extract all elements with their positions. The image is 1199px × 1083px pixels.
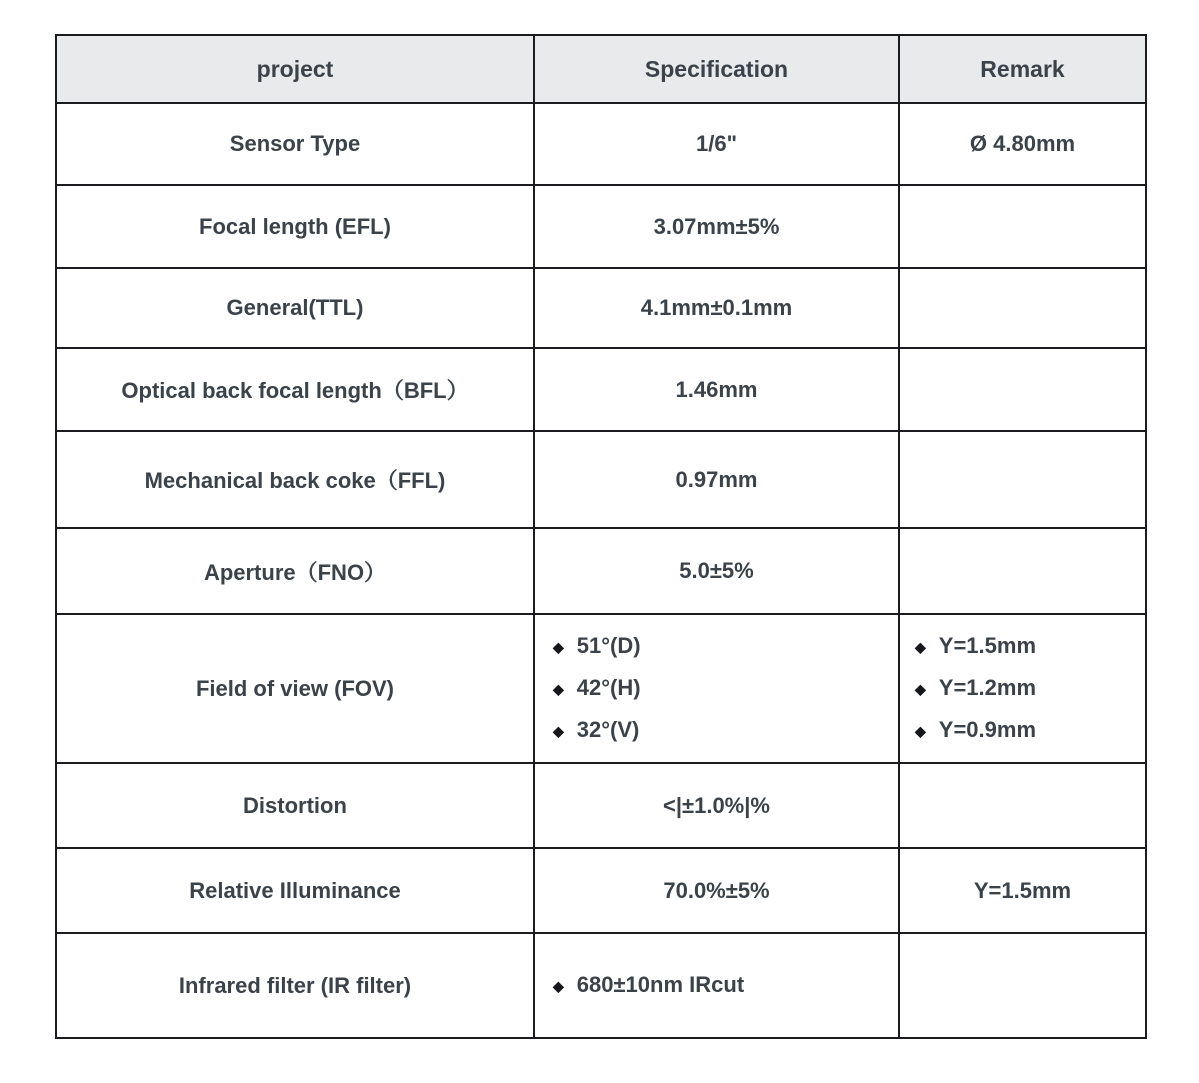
- spec-item: [535, 668, 898, 710]
- remark-item: [900, 668, 1145, 710]
- spec-item-text: 32°(V): [576, 716, 640, 742]
- spec-item-text: 42°(H): [576, 674, 641, 700]
- spec-cell: 1.46mm: [534, 348, 899, 431]
- spec-cell: 70.0%±5%: [534, 848, 899, 933]
- project-cell: Aperture（FNO）: [56, 528, 534, 614]
- remark-cell: [899, 528, 1146, 614]
- table-row-aperture-fno: [56, 528, 1146, 614]
- spec-item-text: 51°(D): [576, 632, 641, 658]
- spec-cell: 0.97mm: [534, 431, 899, 528]
- header-remark: Remark: [899, 35, 1146, 103]
- diamond-bullet-icon: ◆: [553, 638, 564, 655]
- remark-cell: [899, 185, 1146, 268]
- table-row-focal-length: [56, 185, 1146, 268]
- project-cell: Sensor Type: [56, 103, 534, 185]
- lens-specification-table: [55, 34, 1147, 1039]
- diamond-bullet-icon: ◆: [915, 638, 926, 655]
- diamond-bullet-icon: ◆: [915, 722, 926, 739]
- header-project: project: [56, 35, 534, 103]
- remark-item: [900, 710, 1145, 752]
- remark-cell: [899, 933, 1146, 1038]
- spec-cell: 3.07mm±5%: [534, 185, 899, 268]
- remark-cell: [899, 614, 1146, 763]
- diamond-bullet-icon: ◆: [553, 977, 564, 994]
- remark-item-text: Y=1.2mm: [938, 674, 1037, 700]
- table-row-sensor-type: [56, 103, 1146, 185]
- project-cell: Mechanical back coke（FFL): [56, 431, 534, 528]
- spec-item: [535, 626, 898, 668]
- spec-cell: [534, 614, 899, 763]
- remark-item: [900, 626, 1145, 668]
- spec-item: [535, 710, 898, 752]
- remark-cell: [899, 268, 1146, 348]
- table-row-relative-illuminance: [56, 848, 1146, 933]
- table-row-distortion: [56, 763, 1146, 848]
- spec-cell: <|±1.0%|%: [534, 763, 899, 848]
- table-row-general-ttl: [56, 268, 1146, 348]
- remark-cell: [899, 348, 1146, 431]
- table-row-fov: [56, 614, 1146, 763]
- remark-item-text: Y=0.9mm: [938, 716, 1037, 742]
- table-row-mechanical-ffl: [56, 431, 1146, 528]
- diamond-bullet-icon: ◆: [915, 680, 926, 697]
- spec-item: [535, 965, 898, 1007]
- spec-cell: 4.1mm±0.1mm: [534, 268, 899, 348]
- project-cell: Optical back focal length（BFL）: [56, 348, 534, 431]
- spec-cell: 1/6": [534, 103, 899, 185]
- project-cell: Relative Illuminance: [56, 848, 534, 933]
- table-row-ir-filter: [56, 933, 1146, 1038]
- remark-cell: Y=1.5mm: [899, 848, 1146, 933]
- remark-cell: Ø 4.80mm: [899, 103, 1146, 185]
- header-row: [56, 35, 1146, 103]
- project-cell: General(TTL): [56, 268, 534, 348]
- remark-item-text: Y=1.5mm: [938, 632, 1037, 658]
- project-cell: Field of view (FOV): [56, 614, 534, 763]
- spec-cell: 5.0±5%: [534, 528, 899, 614]
- spec-item-text: 680±10nm IRcut: [576, 971, 745, 997]
- project-cell: Focal length (EFL): [56, 185, 534, 268]
- header-specification: Specification: [534, 35, 899, 103]
- remark-cell: [899, 431, 1146, 528]
- project-cell: Distortion: [56, 763, 534, 848]
- remark-cell: [899, 763, 1146, 848]
- project-cell: Infrared filter (IR filter): [56, 933, 534, 1038]
- diamond-bullet-icon: ◆: [553, 680, 564, 697]
- table-row-optical-bfl: [56, 348, 1146, 431]
- diamond-bullet-icon: ◆: [553, 722, 564, 739]
- spec-cell: [534, 933, 899, 1038]
